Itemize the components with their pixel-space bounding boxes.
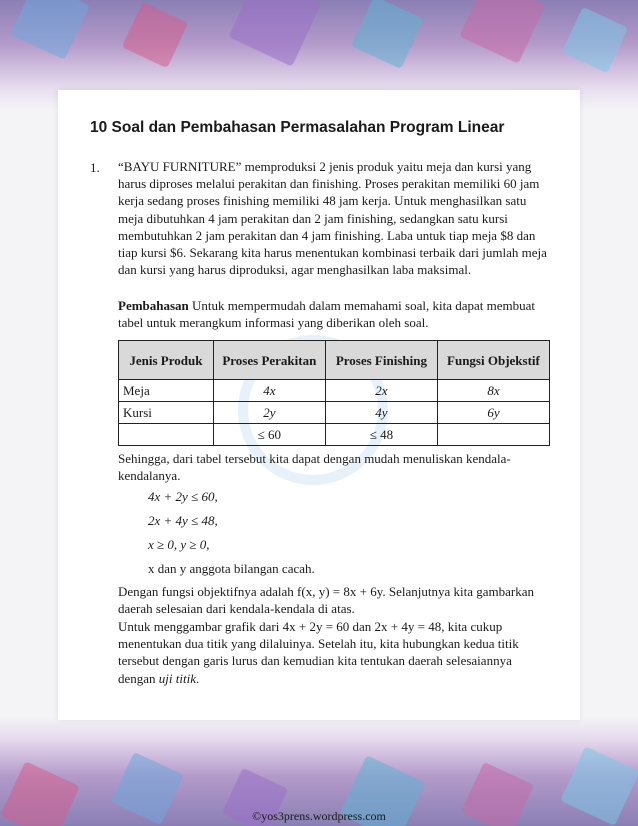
pembahasan-paragraph xyxy=(118,297,548,331)
problem-text: “BAYU FURNITURE” memproduksi 2 jenis produk yaitu meja dan kursi yang harus diproses melalui perakitan dan finishing. Proses perakitan memiliki 60 jam kerja sedang proses finishing memiliki 48 jam kerja. Untuk menghasilkan satu meja dibutuhkan 4 jam perakitan dan 2 jam finishing, sedangkan satu kursi membutuhkan 2 jam perakitan dan 4 jam finishing. Laba untuk tiap meja $8 dan tiap kursi $6. Sekarang kita harus menentukan kombinasi terbaik dari jumlah meja dan kursi yang harus diproduksi, agar menghasilkan laba maksimal. xyxy=(118,159,547,278)
cube-decoration xyxy=(459,0,545,64)
table-header: Proses Finishing xyxy=(325,341,437,380)
constraint-equation: 2x + 4y ≤ 48, xyxy=(148,513,218,528)
document-title: 10 Soal dan Pembahasan Permasalahan Program Linear xyxy=(90,119,505,136)
table-cell: 8x xyxy=(437,380,549,402)
summary-table xyxy=(118,340,550,446)
graph-text-end: . xyxy=(196,670,200,686)
cube-decoration xyxy=(10,0,90,60)
table-cell: 2x xyxy=(325,380,437,402)
problem-number: 1. xyxy=(90,160,100,175)
table-cell: 4y xyxy=(325,402,437,424)
table-row xyxy=(119,402,550,424)
table-cell xyxy=(119,424,214,446)
graph-text-emphasis: uji titik xyxy=(158,670,196,686)
after-table-text: Sehingga, dari tabel tersebut kita dapat dengan mudah menuliskan kendala-kendalanya. xyxy=(118,451,511,484)
constraint-equation: 4x + 2y ≤ 60, xyxy=(148,489,218,504)
cube-decoration xyxy=(228,0,321,67)
table-header: Proses Perakitan xyxy=(213,341,325,380)
graph-text: Untuk menggambar grafik dari 4x + 2y = 60 dan 2x + 4y = 48, kita cukup menentukan dua titik yang dilaluinya. Setelah itu, kita hubungkan kedua titik tersebut dengan garis lurus dan kemudian kita tentukan daerah selesaiannya dengan xyxy=(118,619,519,686)
constraint-equation: x ≥ 0, y ≥ 0, xyxy=(148,537,210,552)
graph-text-paragraph xyxy=(118,618,548,687)
cube-decoration xyxy=(562,7,628,73)
cube-decoration xyxy=(351,0,424,69)
table-cell: ≤ 60 xyxy=(213,424,325,446)
table-row xyxy=(119,424,550,446)
table-cell: 4x xyxy=(213,380,325,402)
constraint-equation: x dan y anggota bilangan cacah. xyxy=(148,561,315,576)
table-header: Jenis Produk xyxy=(119,341,214,380)
pembahasan-text: Untuk mempermudah dalam memahami soal, kita dapat membuat tabel untuk merangkum informasi yang diberikan oleh soal. xyxy=(118,298,536,331)
footer-credit: ©yos3prens.wordpress.com xyxy=(252,809,386,823)
table-header: Fungsi Objekstif xyxy=(437,341,549,380)
table-cell: Meja xyxy=(119,380,214,402)
table-cell: ≤ 48 xyxy=(325,424,437,446)
table-cell: Kursi xyxy=(119,402,214,424)
table-header-row xyxy=(119,341,550,380)
objective-text: Dengan fungsi objektifnya adalah f(x, y) = 8x + 6y. Selanjutnya kita gambarkan daerah selesaian dari kendala-kendala di atas. xyxy=(118,584,534,617)
table-cell: 6y xyxy=(437,402,549,424)
table-cell xyxy=(437,424,549,446)
cube-decoration xyxy=(122,2,188,68)
table-cell: 2y xyxy=(213,402,325,424)
pembahasan-label: Pembahasan xyxy=(118,298,189,313)
table-row xyxy=(119,380,550,402)
